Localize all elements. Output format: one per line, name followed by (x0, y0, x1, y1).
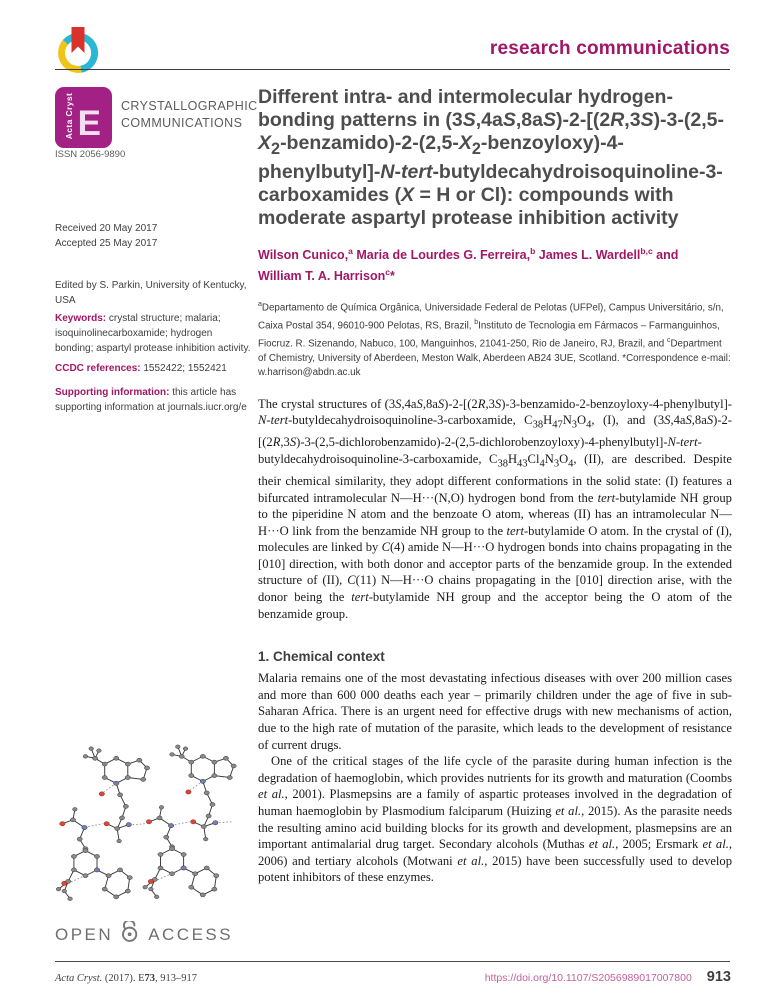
keywords-block (55, 311, 251, 356)
badge-letter: E (77, 104, 101, 143)
molecular-structure-figure (56, 740, 240, 918)
issn: ISSN 2056-9890 (55, 149, 126, 160)
article-title: Different intra- and intermolecular hydrogen-bonding patterns in $(3S,4aS,8aS)-2-[(2R,3S)-3-(2,5-X_2-benzamido)-2-(2,5-X_2-benzoyloxy)-4-phenylbutyl]-N-tert-butyldecahydroisoquinoline-3-ca$rboxamides (X = H or Cl): compounds with moderate aspartyl protease inhibition activity (258, 86, 724, 229)
open-access-badge (55, 921, 233, 949)
footer-rule (55, 961, 730, 962)
citation: Acta Cryst. (2017). E73, 913–917 (55, 973, 198, 984)
page-number: 913 (706, 969, 731, 985)
header-rule (55, 69, 730, 70)
open-lock-icon (120, 921, 141, 949)
acta-cryst-e-badge (55, 87, 112, 148)
keywords-text: crystal structure; malaria; isoquinolinecarboxamide; hydrogen bonding; aspartyl protease inhibition activity. (55, 313, 251, 354)
supporting-info-label: Supporting information: (55, 387, 170, 398)
edited-by: Edited by S. Parkin, University of Kentucky, USA (55, 280, 247, 306)
supporting-info-block (55, 385, 251, 415)
open-access-right-label: ACCESS (148, 925, 234, 944)
supporting-info-text[interactable]: this article has supporting information at journals.iucr.org/e (55, 387, 247, 413)
keywords-label: Keywords: (55, 313, 107, 324)
article-column (258, 86, 732, 886)
body-paragraph-1: Malaria remains one of the most devastating infectious diseases with over 200 million cases and more than 600 000 deaths each year – primarily children under the age of five in sub-Saharan Africa. There is an urgent need for effective drugs with new mechanisms of action, due to the high rate of mutation of the parasite, which leads to the development of resistance of current drugs. (258, 671, 732, 752)
abstract: The crystal structures of (3S,4aS,8aS)-2-[(2R,3S)-3-benzamido-2-benzoyloxy-4-phenylbutyl]-N-tert-butyldecahydroisoquinoline-3-carboxamide, $C_{38}H_{47}N_3O_4$, (I), and (3S,4aS,8aS)-2-[(2R,3S)-3-(2,5-dichlorobenzamido)-2-(2,5-dichlorobenzoyloxy)-4-phenylbutyl]-N-tert-butyldecahydroisoquinoline-3-carboxamide, $C_{38}H_{43}Cl_4N_3O_4$, (II), are described. Despite their chemical similarity, they adopt different conformations in the solid state: (I) features a bifurcated intramolecular N—H···(N,O) hydrogen bond from the tert-butylamide NH group to the piperidine N atom and the benzoate O atom, whereas (II) has an intramolecular N—H···O link from the benzamide NH group to the tert-butylamide O atom. In the crystal of (I), molecules are linked by C(4) amide N—H···O hydrogen bonds into chains propagating in the [010] direction, with both donor and acceptor parts of the benzamide group. In the extended structure of (II), C(11) N—H···O chains propagating in the [010] direction arise, with the donor being the tert-butylamide NH group and the acceptor being the O atom of the benzamide group. (258, 396, 733, 621)
received-date: Received 20 May 2017 (55, 223, 158, 234)
ccdc-numbers: 1552422; 1552421 (140, 363, 227, 374)
body-paragraph-2: One of the critical stages of the life cycle of the parasite during human infection is the degradation of haemoglobin, which provides nutrients for its growth and maturation (Coombs et al., 2001). Plasmepsins are a family of aspartic proteases involved in the degradation of human haemoglobin by Plasmodium falciparum (Huizing et al., 2015). As the parasite needs the resulting amino acid building blocks for its growth and development, plasmepsins are an important antimalarial drug target. Secondary alcohols (Muthas et al., 2005; Ersmark et al., 2006) and tertiary alcohols (Motwani et al., 2015) have been successfully used to develop potent inhibitors of these enzymes. (258, 754, 733, 885)
affiliations: $^a$Departamento de Química Orgânica, Universidade Federal de Pelotas (UFPel), Campus Universitário, s/n, Caixa Postal 354, 96010-900 Pelotas, RS, Brazil, $^b$Instituto de Tecnologia em Fármacos – Farmanguinhos, Fiocruz. R. Sizenando, Nabuco, 100, Manguinhos, 21041-250, Rio de Janeiro, RJ, Brazil, and $^c$Department of Chemistry, University of Aberdeen, Meston Walk, Aberdeen AB24 3UE, Scotland. *Correspondence e-mail: w.harrison@abdn.ac.uk (258, 301, 731, 378)
author-list: Wilson Cunico,$^a$ Maria de Lourdes G. Ferreira,$^b$ James L. Wardell$^{b,c}$ and William T. A. Harrison$^c$* (258, 245, 679, 284)
dates-block (55, 221, 251, 251)
journal-name-line1: CRYSTALLOGRAPHIC (121, 99, 258, 113)
journal-name-line2: COMMUNICATIONS (121, 116, 243, 130)
doi-link[interactable]: https://doi.org/10.1107/S2056989017007800 (484, 972, 692, 984)
section-banner: research communications (489, 38, 730, 59)
footer (55, 969, 731, 985)
ccdc-label: CCDC references: (55, 363, 141, 374)
ccdc-block (55, 361, 251, 376)
badge-vertical-label: Acta Cryst (64, 92, 74, 140)
section-heading-chemical-context: 1. Chemical context (258, 649, 385, 665)
open-access-left-label: OPEN (55, 925, 114, 944)
journal-name (121, 98, 258, 132)
accepted-date: Accepted 25 May 2017 (55, 238, 158, 249)
